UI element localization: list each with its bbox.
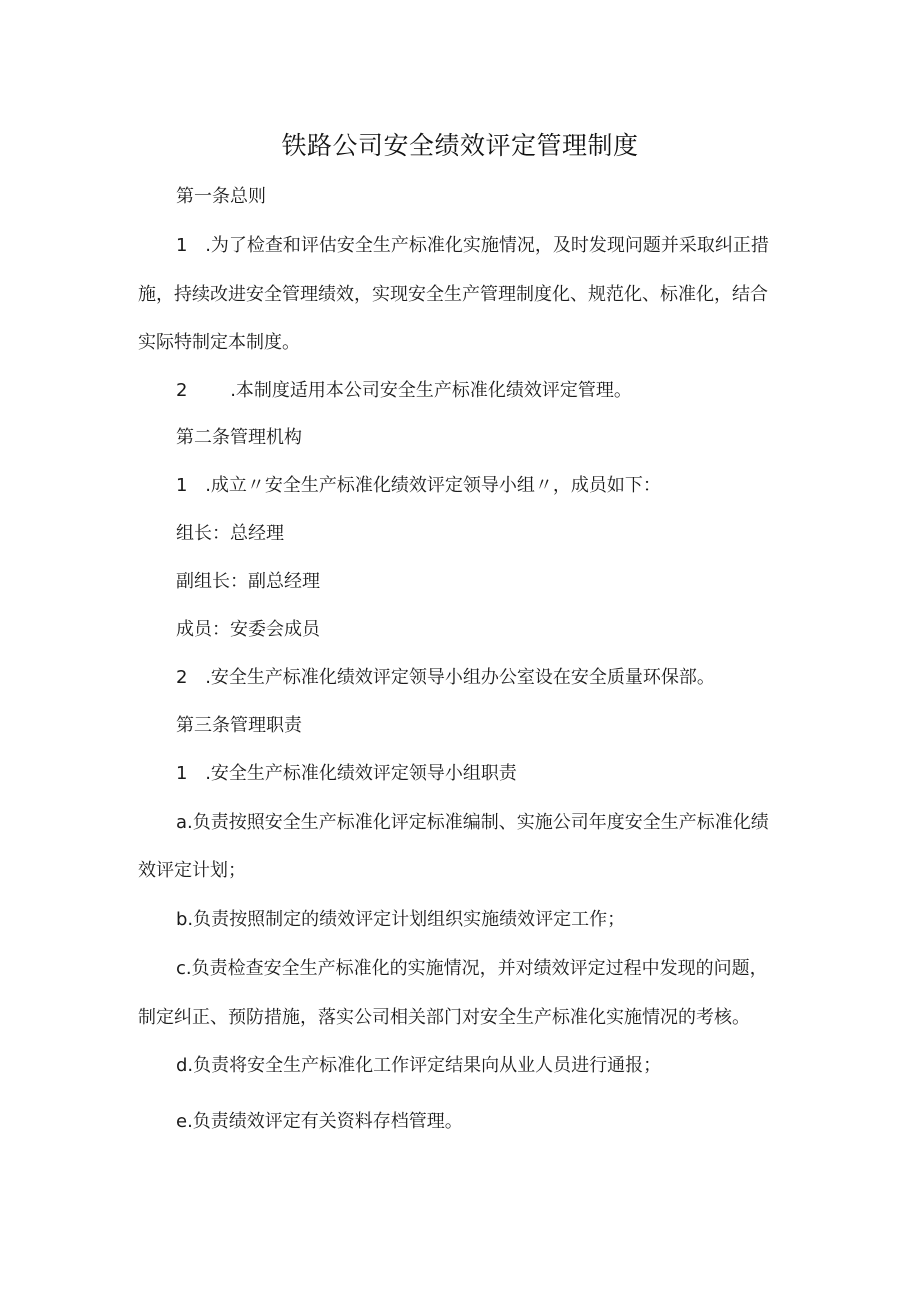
article1-item1-text-line1: .为了检查和评估安全生产标准化实施情况，及时发现问题并采取纠正措 (205, 235, 769, 256)
article2-item2-text: .安全生产标准化绩效评定领导小组办公室设在安全质量环保部。 (205, 667, 715, 688)
article2-leader: 组长：总经理 (176, 523, 284, 544)
article2-item1-number: 1 (176, 475, 188, 496)
duty-b: b.负责按照制定的绩效评定计划组织实施绩效评定工作； (176, 909, 626, 930)
article2-members: 成员：安委会成员 (176, 619, 320, 640)
article3-heading: 第三条管理职责 (176, 715, 302, 736)
article1-heading: 第一条总则 (176, 186, 266, 207)
duty-a-line1: a.负责按照安全生产标准化评定标准编制、实施公司年度安全生产标准化绩 (176, 812, 769, 833)
article1-item1-line1 (176, 233, 769, 259)
article2-deputy: 副组长：副总经理 (176, 571, 320, 592)
article1-item1-line2: 施，持续改进安全管理绩效，实现安全生产管理制度化、规范化、标准化，结合 (138, 284, 768, 305)
article1-item2-text: .本制度适用本公司安全生产标准化绩效评定管理。 (230, 380, 632, 401)
duty-e: e.负责绩效评定有关资料存档管理。 (176, 1111, 463, 1132)
duty-a-line2: 效评定计划； (138, 860, 246, 881)
article3-item1 (176, 761, 517, 787)
article2-item2 (176, 665, 715, 691)
article3-item1-text: .安全生产标准化绩效评定领导小组职责 (205, 763, 517, 784)
duty-c-line1: c.负责检查安全生产标准化的实施情况，并对绩效评定过程中发现的问题， (176, 958, 768, 979)
article3-item1-number: 1 (176, 763, 188, 784)
document-title: 铁路公司安全绩效评定管理制度 (281, 131, 639, 160)
duty-d: d.负责将安全生产标准化工作评定结果向从业人员进行通报； (176, 1055, 662, 1076)
article1-item1-line3: 实际特制定本制度。 (138, 332, 300, 353)
article1-item1-number: 1 (176, 235, 188, 256)
article1-item2-number: 2 (176, 380, 188, 401)
article2-item1 (176, 473, 661, 499)
duty-c-line2: 制定纠正、预防措施，落实公司相关部门对安全生产标准化实施情况的考核。 (138, 1007, 750, 1028)
article2-heading: 第二条管理机构 (176, 427, 302, 448)
article2-item2-number: 2 (176, 667, 188, 688)
article1-item2 (176, 378, 632, 404)
article2-item1-text: .成立〃安全生产标准化绩效评定领导小组〃，成员如下： (205, 475, 661, 496)
